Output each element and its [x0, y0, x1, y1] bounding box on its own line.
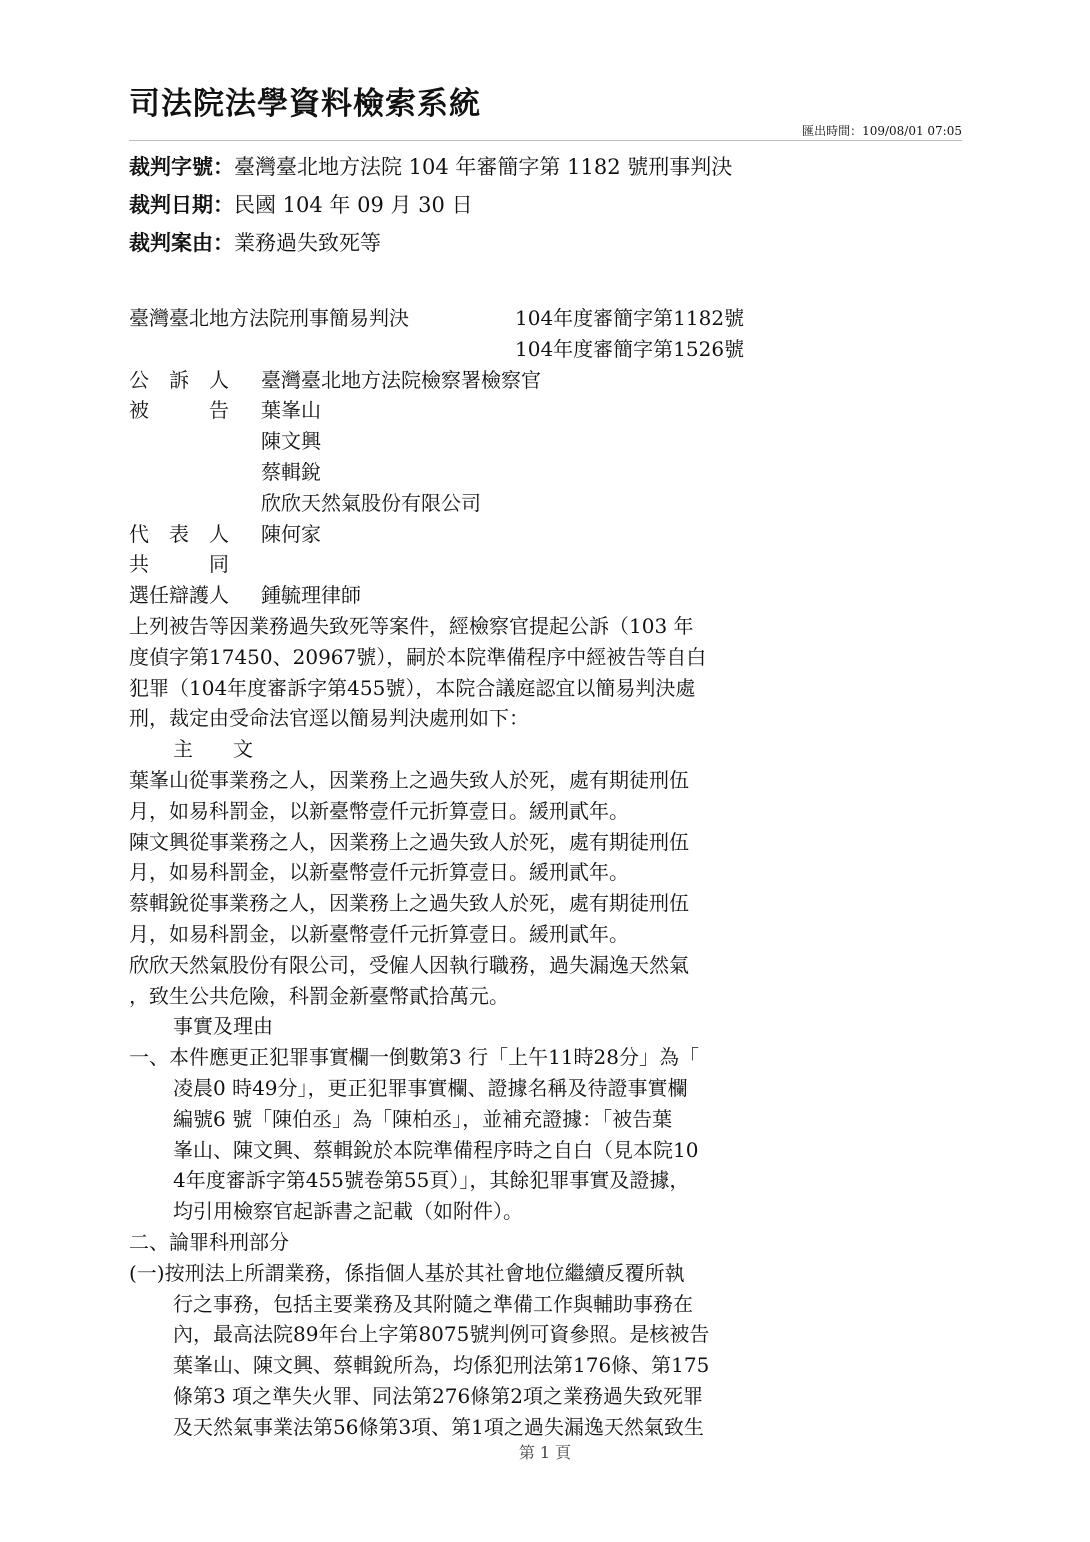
main-heading: 主 文	[173, 737, 253, 762]
section1-line: 凌晨0 時49分」，更正犯罪事實欄、證據名稱及待證事實欄	[173, 1075, 688, 1100]
main-text-line: 月，如易科罰金，以新臺幣壹仟元折算壹日。緩刑貳年。	[129, 921, 629, 946]
intro-line: 上列被告等因業務過失致死等案件，經檢察官提起公訴（103 年	[129, 613, 694, 638]
main-text-line: ，致生公共危險，科罰金新臺幣貳拾萬元。	[129, 983, 509, 1008]
party-row	[129, 580, 749, 611]
case-number-row	[129, 148, 732, 186]
section1-line: 均引用檢察官起訴書之記載（如附件）。	[173, 1199, 523, 1224]
case-number-2: 104年度審簡字第1526號	[515, 336, 745, 361]
section1-line: 一、本件應更正犯罪事實欄一倒數第3 行「上午11時28分」為「	[129, 1045, 699, 1070]
party-label: 公 訴 人	[129, 367, 229, 392]
judgment-cause-label: 裁判案由：	[129, 231, 234, 255]
judgment-date-label: 裁判日期：	[129, 193, 234, 217]
party-label: 代 表 人	[129, 521, 229, 546]
party-value: 臺灣臺北地方法院檢察署檢察官	[261, 367, 541, 392]
party-value: 蔡輯銳	[261, 459, 321, 484]
party-value: 葉峯山	[261, 398, 321, 423]
export-time: 匯出時間：109/08/01 07:05	[802, 124, 962, 138]
section1-line: 編號6 號「陳伯丞」為「陳柏丞」，並補充證據：「被告葉	[173, 1106, 673, 1131]
party-row	[129, 395, 749, 426]
main-text-line: 月，如易科罰金，以新臺幣壹仟元折算壹日。緩刑貳年。	[129, 860, 629, 885]
party-value: 陳何家	[261, 521, 321, 546]
main-text-line: 葉峯山從事業務之人，因業務上之過失致人於死，處有期徒刑伍	[129, 767, 689, 792]
section1-line: 峯山、陳文興、蔡輯銳於本院準備程序時之自白（見本院10	[173, 1137, 699, 1162]
site-title: 司法院法學資料檢索系統	[129, 86, 481, 122]
header-divider	[129, 140, 962, 141]
section2-1-line: 內，最高法院89年台上字第8075號判例可資參照。是核被告	[173, 1322, 710, 1347]
party-row	[129, 365, 749, 396]
judgment-date-row	[129, 186, 732, 224]
party-label: 選任辯護人	[129, 583, 229, 608]
party-row	[129, 519, 749, 550]
party-label: 被 告	[129, 398, 229, 423]
court-title-line	[129, 303, 749, 334]
party-row	[129, 488, 749, 519]
party-row	[129, 549, 749, 580]
case-number-label: 裁判字號：	[129, 155, 234, 179]
judgment-cause-value: 業務過失致死等	[234, 231, 381, 255]
court-title: 臺灣臺北地方法院刑事簡易判決	[129, 306, 409, 330]
main-text-line: 月，如易科罰金，以新臺幣壹仟元折算壹日。緩刑貳年。	[129, 798, 629, 823]
case-number-1: 104年度審簡字第1182號	[515, 306, 745, 330]
main-text-line: 欣欣天然氣股份有限公司，受僱人因執行職務，過失漏逸天然氣	[129, 952, 689, 977]
section2-1-line: 葉峯山、陳文興、蔡輯銳所為，均係犯刑法第176條、第175	[173, 1353, 710, 1378]
party-value: 陳文興	[261, 429, 321, 454]
party-row	[129, 457, 749, 488]
main-text-line: 蔡輯銳從事業務之人，因業務上之過失致人於死，處有期徒刑伍	[129, 891, 689, 916]
case-number-line	[129, 334, 749, 365]
judgment-body	[129, 303, 749, 1442]
case-number-value: 臺灣臺北地方法院 104 年審簡字第 1182 號刑事判決	[234, 155, 733, 179]
facts-heading: 事實及理由	[173, 1014, 273, 1039]
section2-1-line: (一)按刑法上所謂業務，係指個人基於其社會地位繼續反覆所執	[129, 1260, 685, 1285]
party-label: 共 同	[129, 552, 229, 577]
section2-1-line: 條第3 項之準失火罪、同法第276條第2項之業務過失致死罪	[173, 1383, 703, 1408]
party-row	[129, 426, 749, 457]
judgment-cause-row	[129, 224, 732, 262]
main-text-line: 陳文興從事業務之人，因業務上之過失致人於死，處有期徒刑伍	[129, 829, 689, 854]
party-value: 欣欣天然氣股份有限公司	[261, 490, 481, 515]
section2-1-line: 行之事務，包括主要業務及其附隨之準備工作與輔助事務在	[173, 1291, 693, 1316]
judgment-date-value: 民國 104 年 09 月 30 日	[234, 193, 473, 217]
section1-line: 4年度審訴字第455號卷第55頁）」，其餘犯罪事實及證據，	[173, 1168, 690, 1193]
intro-line: 犯罪（104年度審訴字第455號），本院合議庭認宜以簡易判決處	[129, 675, 696, 700]
intro-line: 刑，裁定由受命法官逕以簡易判決處刑如下：	[129, 706, 529, 731]
page-number: 第 1 頁	[518, 1443, 572, 1462]
party-value: 鍾毓理律師	[261, 583, 361, 608]
section2-heading: 二、論罪科刑部分	[129, 1229, 289, 1254]
section2-1-line: 及天然氣事業法第56條第3項、第1項之過失漏逸天然氣致生	[173, 1414, 704, 1439]
intro-line: 度偵字第17450、20967號），嗣於本院準備程序中經被告等自白	[129, 644, 707, 669]
judgment-metadata	[129, 148, 732, 262]
